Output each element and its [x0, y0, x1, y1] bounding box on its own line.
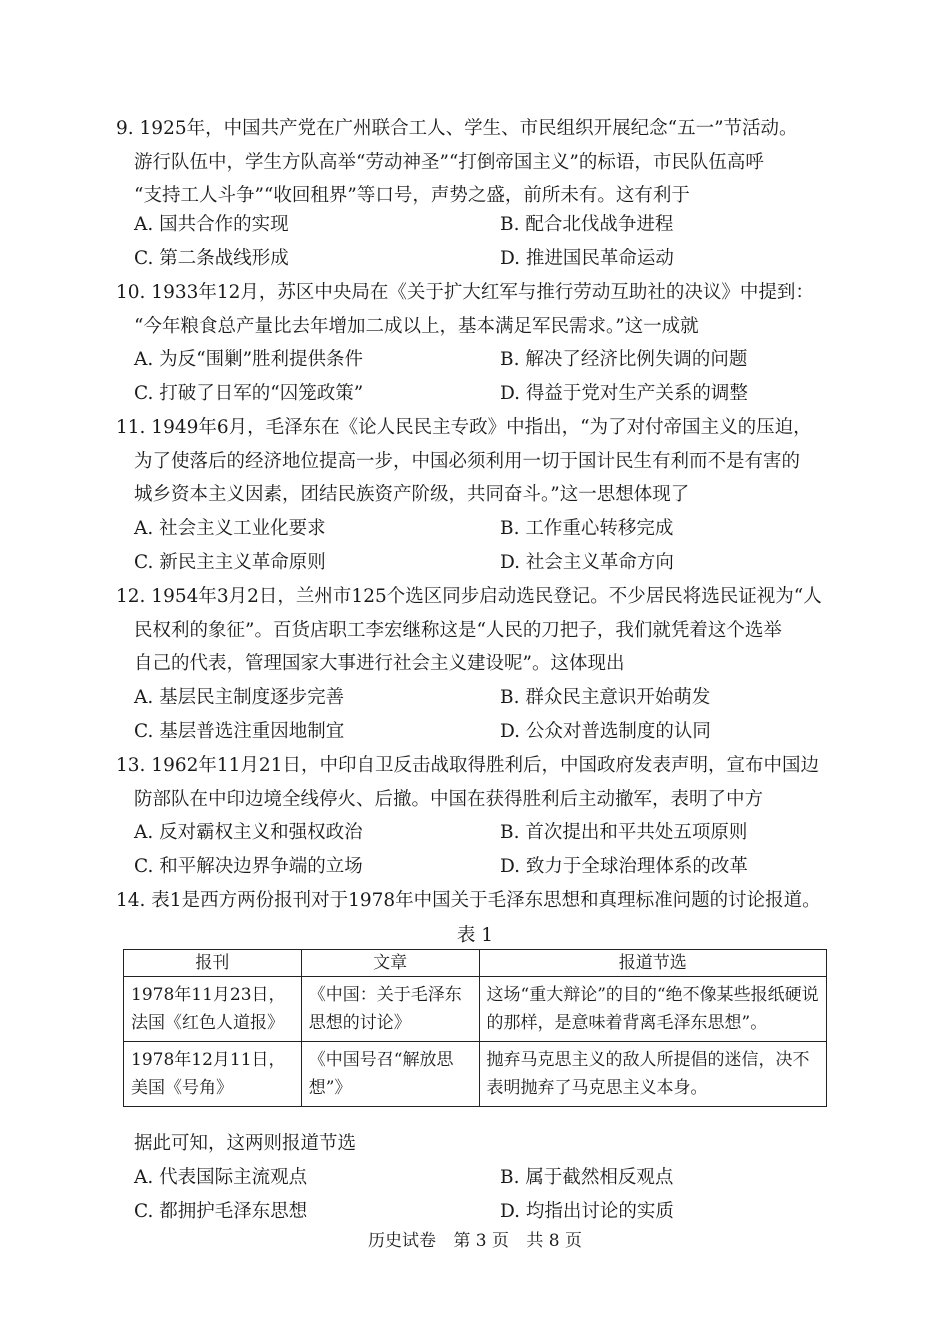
cell-article: 《中国：关于毛泽东思想的讨论》: [301, 977, 479, 1042]
q10-option-d: D. 得益于党对生产关系的调整: [500, 383, 748, 404]
question-9-stem: [116, 112, 838, 213]
q11-option-d: D. 社会主义革命方向: [500, 552, 674, 573]
table-row: [124, 977, 827, 1042]
q9-option-a: A. 国共合作的实现: [134, 214, 289, 235]
stem-line: 为了使落后的经济地位提高一步，中国必须利用一切于国计民生有利而不是有害的: [134, 450, 801, 472]
question-11-stem: [116, 411, 838, 512]
stem-line: 13. 1962年11月21日，中印自卫反击战取得胜利后，中国政府发表声明，宣布中国边: [116, 755, 819, 776]
q14-option-b: B. 属于截然相反观点: [500, 1167, 674, 1188]
q11-option-a: A. 社会主义工业化要求: [134, 518, 326, 539]
q9-option-c: C. 第二条战线形成: [134, 248, 289, 269]
footer-total-pages: 共 8 页: [526, 1231, 583, 1251]
q14-option-c: C. 都拥护毛泽东思想: [134, 1201, 308, 1222]
question-10-stem: [116, 276, 838, 343]
stem-line: 民权利的象征”。百货店职工李宏继称这是“人民的刀把子，我们就凭着这个选举: [134, 619, 782, 641]
stem-line: 防部队在中印边境全线停火、后撤。中国在获得胜利后主动撤军，表明了中方: [134, 788, 764, 810]
q10-option-c: C. 打破了日军的“囚笼政策”: [134, 383, 364, 404]
q9-option-b: B. 配合北伐战争进程: [500, 214, 674, 235]
q14-option-a: A. 代表国际主流观点: [134, 1167, 308, 1188]
report-table: [123, 949, 827, 1107]
table-caption: 表 1: [456, 925, 494, 946]
q14-option-d: D. 均指出讨论的实质: [500, 1201, 674, 1222]
table-row: [124, 1042, 827, 1107]
q12-option-c: C. 基层普选注重因地制宜: [134, 721, 345, 742]
stem-line: 12. 1954年3月2日，兰州市125个选区同步启动选民登记。不少居民将选民证视为“人: [116, 586, 822, 607]
stem-line: 14. 表1是西方两份报刊对于1978年中国关于毛泽东思想和真理标准问题的讨论报道。: [116, 890, 821, 911]
q13-option-c: C. 和平解决边界争端的立场: [134, 856, 363, 877]
cell-newspaper: 1978年12月11日，美国《号角》: [124, 1042, 302, 1107]
question-12-stem: [116, 580, 838, 681]
q11-option-c: C. 新民主主义革命原则: [134, 552, 326, 573]
stem-line: 11. 1949年6月，毛泽东在《论人民民主专政》中指出，“为了对付帝国主义的压迫，: [116, 417, 812, 438]
stem-line: “支持工人斗争”“收回租界”等口号，声势之盛，前所未有。这有利于: [134, 185, 690, 207]
q9-option-d: D. 推进国民革命运动: [500, 248, 674, 269]
footer-subject: 历史试卷: [367, 1231, 436, 1251]
q12-option-d: D. 公众对普选制度的认同: [500, 721, 711, 742]
stem-line: 10. 1933年12月，苏区中央局在《关于扩大红军与推行劳动互助社的决议》中提到：: [116, 282, 814, 303]
header-newspaper: 报刊: [124, 950, 302, 977]
stem-line: 游行队伍中，学生方队高举“劳动神圣”“打倒帝国主义”的标语，市民队伍高呼: [134, 151, 764, 173]
cell-article: 《中国号召“解放思想”》: [301, 1042, 479, 1107]
q13-option-d: D. 致力于全球治理体系的改革: [500, 856, 748, 877]
header-excerpt: 报道节选: [479, 950, 826, 977]
cell-excerpt: 抛弃马克思主义的敌人所提倡的迷信，决不表明抛弃了马克思主义本身。: [479, 1042, 826, 1107]
stem-line: “今年粮食总产量比去年增加二成以上，基本满足军民需求。”这一成就: [134, 315, 699, 337]
q10-option-a: A. 为反“围剿”胜利提供条件: [134, 349, 364, 370]
q14-conclusion: 据此可知，这两则报道节选: [134, 1133, 357, 1154]
q10-option-b: B. 解决了经济比例失调的问题: [500, 349, 748, 370]
cell-newspaper: 1978年11月23日，法国《红色人道报》: [124, 977, 302, 1042]
cell-excerpt: 这场“重大辩论”的目的“绝不像某些报纸硬说的那样，是意味着背离毛泽东思想”。: [479, 977, 826, 1042]
footer-page-number: 第 3 页: [453, 1231, 509, 1251]
q11-option-b: B. 工作重心转移完成: [500, 518, 674, 539]
stem-line: 城乡资本主义因素，团结民族资产阶级，共同奋斗。”这一思想体现了: [134, 484, 690, 506]
q12-option-b: B. 群众民主意识开始萌发: [500, 687, 711, 708]
page-footer: [0, 1229, 950, 1253]
q13-option-a: A. 反对霸权主义和强权政治: [134, 822, 363, 843]
q13-option-b: B. 首次提出和平共处五项原则: [500, 822, 748, 843]
stem-line: 9. 1925年，中国共产党在广州联合工人、学生、市民组织开展纪念“五一”节活动。: [116, 118, 798, 139]
table-header-row: [124, 950, 827, 977]
stem-line: 自己的代表，管理国家大事进行社会主义建设呢”。这体现出: [134, 653, 625, 675]
header-article: 文章: [301, 950, 479, 977]
question-13-stem: [116, 749, 838, 816]
question-14-stem: [116, 884, 838, 918]
q12-option-a: A. 基层民主制度逐步完善: [134, 687, 345, 708]
